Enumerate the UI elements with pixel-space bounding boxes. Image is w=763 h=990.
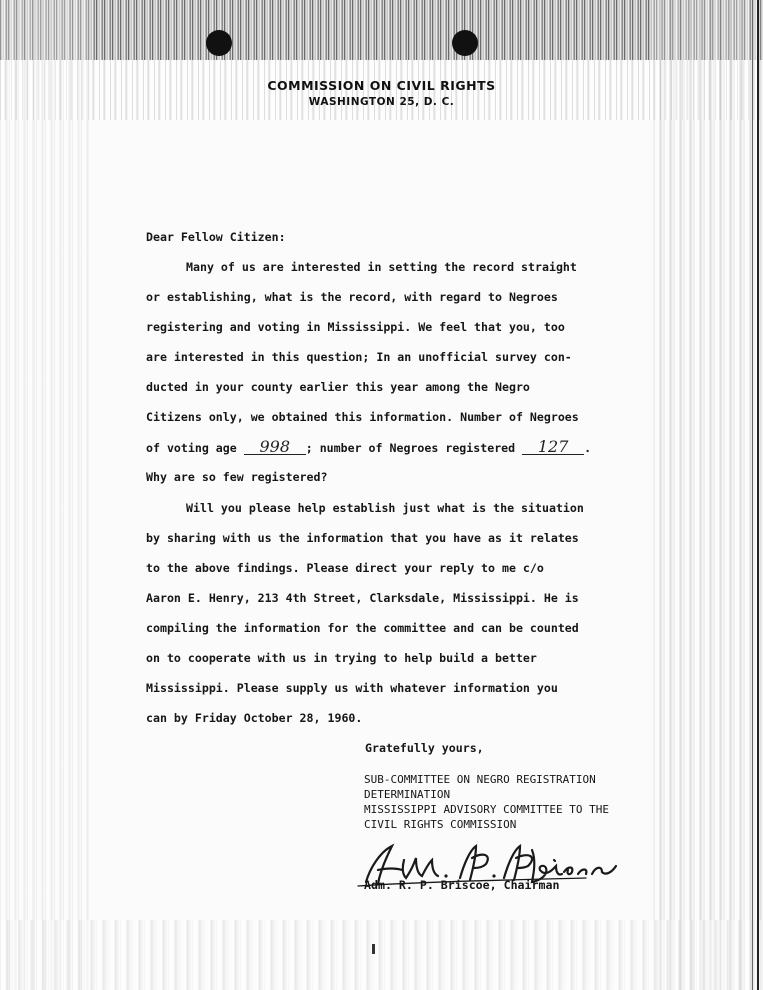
committee-line-3: MISSISSIPPI ADVISORY COMMITTEE TO THE — [364, 803, 610, 816]
paragraph2-line-2: by sharing with us the information that you have as it relates — [146, 531, 579, 545]
paragraph2-line-1: Will you please help establish just what is the situation — [186, 501, 584, 515]
paragraph2-line-5: compiling the information for the committee and can be counted — [146, 621, 579, 635]
paragraph1-line-7 — [146, 437, 592, 456]
paragraph2-line-4: Aaron E. Henry, 213 4th Street, Clarksdale, Mississippi. He is — [146, 591, 579, 605]
voting-age-count: 998 — [244, 440, 306, 455]
paragraph2-line-7: Mississippi. Please supply us with whatever information you — [146, 681, 558, 695]
page-edge — [757, 0, 759, 990]
paragraph1-line-1: Many of us are interested in setting the record straight — [186, 260, 577, 274]
paragraph1-line-2: or establishing, what is the record, with regard to Negroes — [146, 290, 558, 304]
scan-noise-right — [653, 0, 763, 990]
committee-line-4: CIVIL RIGHTS COMMISSION — [364, 818, 517, 831]
paragraph2-line-8: can by Friday October 28, 1960. — [146, 711, 363, 725]
registered-label: ; number of Negroes registered — [305, 441, 516, 455]
scan-noise-bottom — [0, 920, 763, 990]
paragraph1-line-8: Why are so few registered? — [146, 470, 328, 484]
salutation: Dear Fellow Citizen: — [146, 230, 286, 244]
scan-noise-left — [0, 0, 90, 990]
committee-line-1: SUB-COMMITTEE ON NEGRO REGISTRATION — [364, 773, 596, 786]
voting-age-label: of voting age — [146, 441, 237, 455]
signatory: Adm. R. P. Briscoe, Chairman — [364, 878, 560, 892]
scan-mark — [372, 944, 375, 954]
page-edge-inner — [752, 0, 753, 990]
paragraph2-line-3: to the above findings. Please direct your reply to me c/o — [146, 561, 544, 575]
committee-line-2: DETERMINATION — [364, 788, 451, 801]
paragraph1-line-3: registering and voting in Mississippi. We feel that you, too — [146, 320, 565, 334]
registered-count: 127 — [522, 440, 584, 455]
punch-hole-left — [206, 30, 232, 56]
line7-period: . — [584, 441, 592, 455]
punch-hole-right — [452, 30, 478, 56]
paragraph1-line-5: ducted in your county earlier this year among the Negro — [146, 380, 530, 394]
scan-noise-top — [0, 0, 763, 60]
valediction: Gratefully yours, — [365, 741, 484, 755]
letterhead-organization: COMMISSION ON CIVIL RIGHTS — [267, 78, 496, 93]
paragraph1-line-4: are interested in this question; In an unofficial survey con- — [146, 350, 572, 364]
paragraph1-line-6: Citizens only, we obtained this information. Number of Negroes — [146, 410, 579, 424]
letterhead-location: WASHINGTON 25, D. C. — [308, 96, 455, 108]
paragraph2-line-6: on to cooperate with us in trying to help build a better — [146, 651, 537, 665]
